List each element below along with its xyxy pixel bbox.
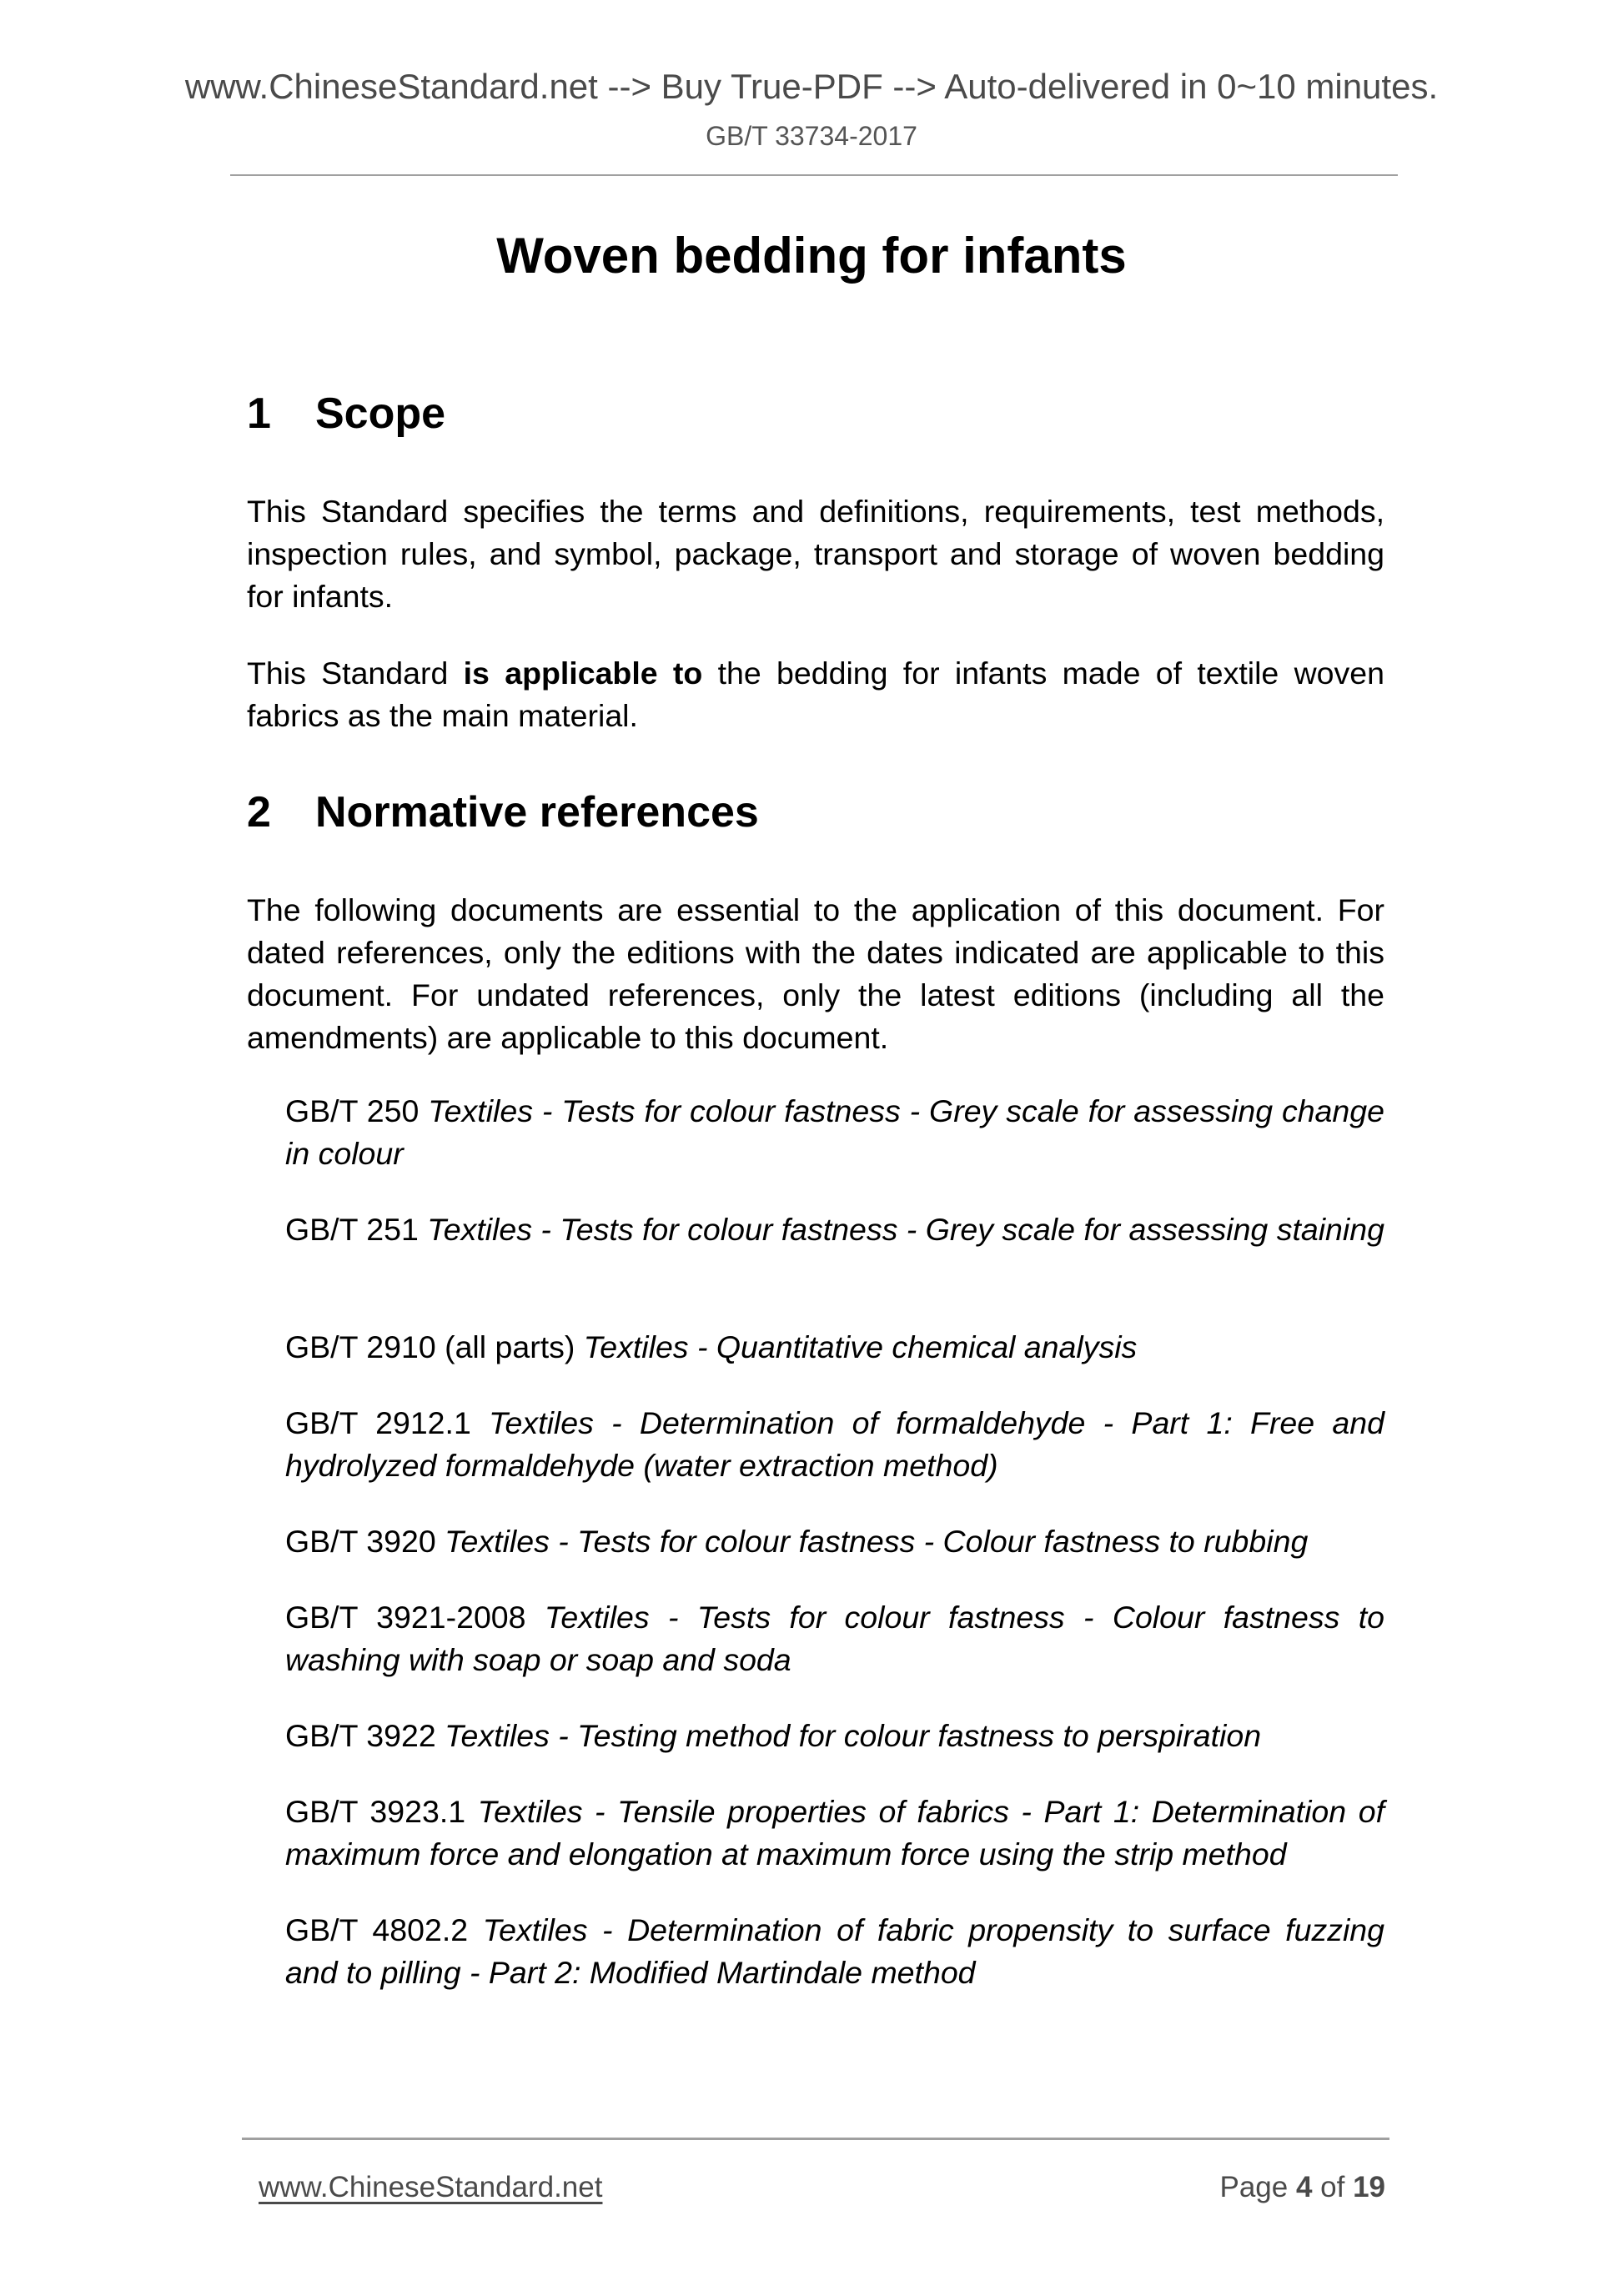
- section-number: 2: [247, 788, 271, 837]
- section-title: Scope: [315, 389, 446, 438]
- footer-divider: [242, 2138, 1389, 2140]
- reference-item: [285, 1326, 1384, 1369]
- scope-paragraph-2-suffix: the bedding for infants made of textile woven fabrics as the main material.: [247, 656, 1384, 733]
- section-heading-normative-references: [247, 786, 759, 838]
- reference-item: [285, 1715, 1384, 1757]
- scope-paragraph-2-prefix: This Standard: [247, 656, 464, 691]
- total-pages: 19: [1353, 2171, 1385, 2203]
- scope-paragraph-1: This Standard specifies the terms and definitions, requirements, test methods, inspection rules, and symbol, package, transport and storage of woven bedding for infants.: [247, 494, 1384, 614]
- current-page: 4: [1295, 2171, 1313, 2203]
- reference-code: GB/T 4802.2: [285, 1912, 469, 1947]
- reference-item: [285, 1520, 1384, 1563]
- page-of-label: of: [1312, 2171, 1354, 2203]
- section-heading-scope: [247, 388, 445, 440]
- scope-paragraph-2-bold: is applicable to: [463, 656, 703, 691]
- reference-item: [285, 1208, 1384, 1251]
- reference-code: GB/T 251: [285, 1212, 419, 1247]
- reference-title: Textiles - Determination of formaldehyde - Part 1: Free and hydrolyzed formaldehyde (water extraction method): [285, 1405, 1384, 1483]
- reference-title: Textiles - Tests for colour fastness - Colour fastness to washing with soap or soap and soda: [285, 1600, 1384, 1677]
- footer-website-link[interactable]: www.ChineseStandard.net: [259, 2171, 603, 2203]
- page-label: Page: [1219, 2171, 1296, 2203]
- reference-title: Textiles - Determination of fabric propensity to surface fuzzing and to pilling - Part 2: Modified Martindale method: [285, 1912, 1385, 1990]
- scope-paragraph-2: [247, 652, 1384, 737]
- reference-code: GB/T 3921-2008: [285, 1600, 526, 1635]
- reference-title: Textiles - Tests for colour fastness - Grey scale for assessing staining: [427, 1212, 1384, 1247]
- reference-item: [285, 1909, 1384, 1994]
- reference-item: [285, 1402, 1384, 1487]
- header-banner: www.ChineseStandard.net --> Buy True-PDF --> Auto-delivered in 0~10 minutes.: [184, 67, 1439, 106]
- reference-code: GB/T 2912.1: [285, 1405, 471, 1440]
- reference-title: Textiles - Testing method for colour fastness to perspiration: [445, 1718, 1262, 1753]
- reference-item: [285, 1791, 1384, 1876]
- reference-code: GB/T 3920: [285, 1524, 436, 1559]
- section-number: 1: [247, 389, 271, 438]
- header-divider: [230, 174, 1398, 176]
- reference-title: Textiles - Tests for colour fastness - Colour fastness to rubbing: [445, 1524, 1309, 1559]
- reference-title: Textiles - Quantitative chemical analysis: [583, 1329, 1138, 1364]
- section-title: Normative references: [315, 788, 759, 837]
- document-title: Woven bedding for infants: [496, 228, 1127, 284]
- reference-code: GB/T 2910 (all parts): [285, 1329, 575, 1364]
- reference-code: GB/T 250: [285, 1093, 420, 1128]
- reference-code: GB/T 3923.1: [285, 1794, 466, 1829]
- header-standard-code: GB/T 33734-2017: [706, 121, 917, 151]
- reference-title: Textiles - Tests for colour fastness - Grey scale for assessing change in colour: [285, 1093, 1384, 1171]
- normative-intro-paragraph: The following documents are essential to the application of this document. For dated references, only the editions with the dates indicated are applicable to this document. For undated references, only the latest editions (including all the amendments) are applicable to this document.: [247, 892, 1384, 1055]
- reference-title: Textiles - Tensile properties of fabrics - Part 1: Determination of maximum force and elongation at maximum force using the strip method: [285, 1794, 1385, 1871]
- reference-item: [285, 1090, 1384, 1175]
- reference-code: GB/T 3922: [285, 1718, 436, 1753]
- reference-item: [285, 1596, 1384, 1681]
- page-number: [1219, 2169, 1385, 2206]
